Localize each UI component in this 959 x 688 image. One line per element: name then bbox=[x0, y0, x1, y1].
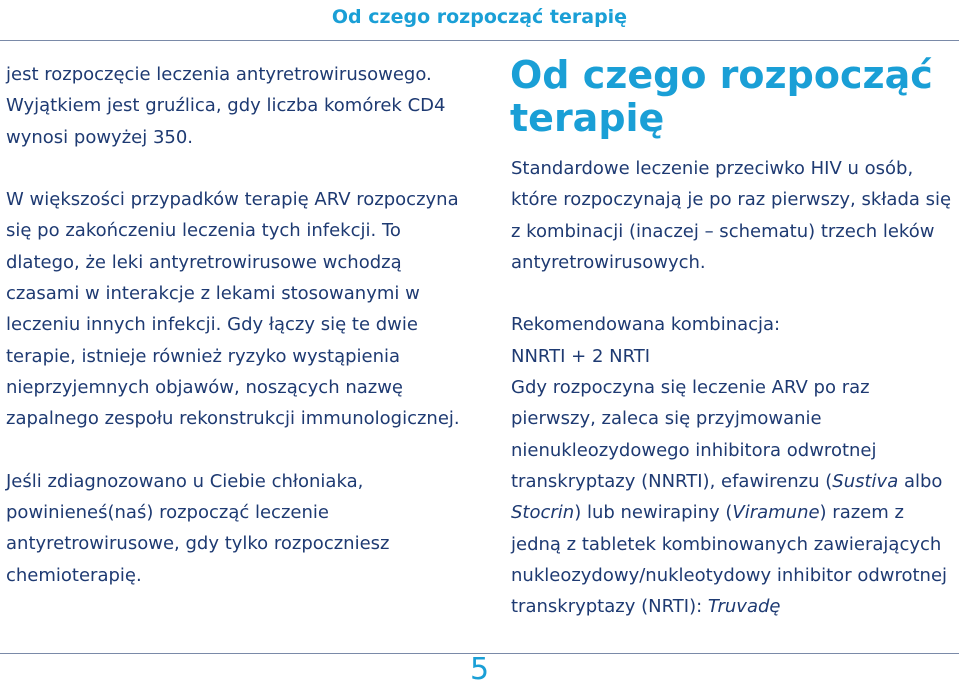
brand-stocrin: Stocrin bbox=[511, 502, 575, 524]
brand-sustiva: Sustiva bbox=[832, 470, 899, 492]
regimen-text-2: albo bbox=[898, 470, 943, 492]
recommended-label: Rekomendowana kombinacja: bbox=[511, 314, 781, 336]
recommended-combination: NNRTI + 2 NRTI bbox=[511, 345, 651, 367]
paragraph-interactions: W większości przypadków terapię ARV rozpoczyna się po zakończeniu leczenia tych infekcji. To dlatego, że leki antyretrowirusowe wchodzą czasami w interakcje z lekami stosowanymi w leczeniu innych infekcji. Gdy łączy się te dwie terapie, istnieje również ryzyko wystąpienia nieprzyjemnych objawów, noszących nazwę zapalnego zespołu rekonstrukcji immunologicznej. bbox=[6, 189, 460, 430]
paragraph-lymphoma: Jeśli zdiagnozowano u Ciebie chłoniaka, powinieneś(naś) rozpocząć leczenie antyretrowirusowe, gdy tylko rozpoczniesz chemioterapię. bbox=[6, 470, 390, 586]
paragraph-standard-treatment: Standardowe leczenie przeciwko HIV u osób, które rozpoczynają je po raz pierwszy, składa się z kombinacji (inaczej – schematu) trzech leków antyretrowirusowych. bbox=[511, 158, 952, 273]
right-column bbox=[511, 153, 959, 622]
brand-viramune: Viramune bbox=[732, 502, 820, 524]
paragraph-tuberculosis: jest rozpoczęcie leczenia antyretrowirusowego. Wyjątkiem jest gruźlica, gdy liczba komórek CD4 wynosi powyżej 350. bbox=[6, 64, 446, 148]
regimen-text-3: ) lub newirapiny ( bbox=[574, 502, 733, 524]
left-column bbox=[6, 59, 466, 591]
regimen-text-1: Gdy rozpoczyna się leczenie ARV po raz pierwszy, zaleca się przyjmowanie nienukleozydowego inhibitora odwrotnej transkryptazy (NNRTI), efawirenzu ( bbox=[511, 377, 877, 492]
regimen-text-4: ) razem z jedną z tabletek kombinowanych zawierających nukleozydowy/nukleotydowy inhibitor odwrotnej transkryptazy (NRTI): bbox=[511, 502, 948, 618]
header-divider bbox=[0, 40, 959, 41]
page-number: 5 bbox=[469, 652, 490, 687]
brand-truvada: Truvadę bbox=[707, 596, 781, 618]
section-title: Od czego rozpocząć terapię bbox=[510, 53, 933, 140]
running-header: Od czego rozpocząć terapię bbox=[331, 6, 628, 28]
paragraph-first-line-regimen bbox=[511, 372, 959, 622]
